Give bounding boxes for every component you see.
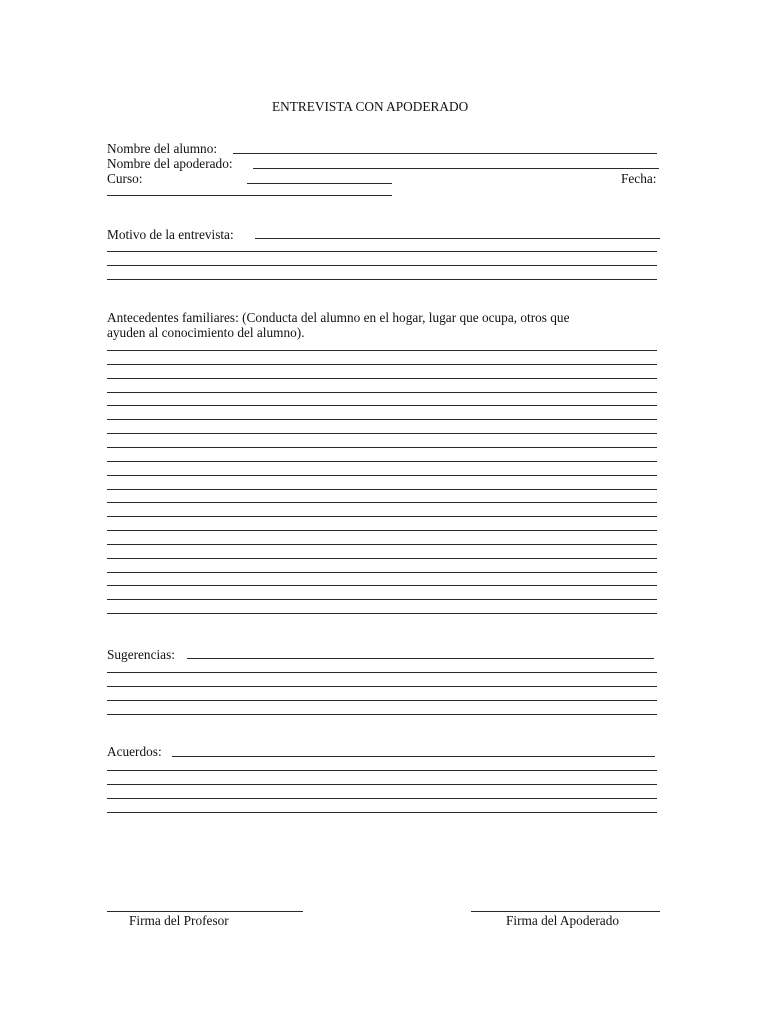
motivo-line	[107, 279, 657, 280]
student-name-label: Nombre del alumno:	[107, 141, 218, 156]
antecedentes-line	[107, 433, 657, 434]
antecedentes-line	[107, 585, 657, 586]
guardian-name-line	[253, 168, 659, 169]
guardian-name-label: Nombre del apoderado:	[107, 156, 233, 171]
antecedentes-line	[107, 599, 657, 600]
antecedentes-label-line1: Antecedentes familiares: (Conducta del alumno en el hogar, lugar que ocupa, otros que	[107, 310, 570, 325]
antecedentes-line	[107, 502, 657, 503]
antecedentes-line	[107, 461, 657, 462]
acuerdos-line	[172, 756, 655, 757]
motivo-line	[107, 251, 657, 252]
antecedentes-line	[107, 419, 657, 420]
motivo-label: Motivo de la entrevista:	[107, 227, 234, 242]
antecedentes-line	[107, 572, 657, 573]
date-line	[107, 195, 392, 196]
antecedentes-line	[107, 530, 657, 531]
teacher-signature-label: Firma del Profesor	[129, 913, 229, 928]
guardian-signature-line	[471, 911, 660, 912]
motivo-line	[107, 265, 657, 266]
acuerdos-line	[107, 784, 657, 785]
antecedentes-line	[107, 405, 657, 406]
antecedentes-line	[107, 544, 657, 545]
student-name-line	[233, 153, 657, 154]
antecedentes-line	[107, 350, 657, 351]
antecedentes-line	[107, 613, 657, 614]
sugerencias-label: Sugerencias:	[107, 647, 175, 662]
antecedentes-label-line2: ayuden al conocimiento del alumno).	[107, 325, 305, 340]
sugerencias-line	[107, 672, 657, 673]
acuerdos-line	[107, 798, 657, 799]
document-title: ENTREVISTA CON APODERADO	[272, 99, 469, 114]
antecedentes-line	[107, 378, 657, 379]
guardian-signature-label: Firma del Apoderado	[506, 913, 619, 928]
sugerencias-line	[107, 714, 657, 715]
motivo-line	[255, 238, 660, 239]
acuerdos-line	[107, 770, 657, 771]
antecedentes-line	[107, 558, 657, 559]
sugerencias-line	[107, 686, 657, 687]
antecedentes-line	[107, 392, 657, 393]
date-label: Fecha:	[621, 171, 657, 186]
acuerdos-line	[107, 812, 657, 813]
course-line	[247, 183, 392, 184]
antecedentes-line	[107, 489, 657, 490]
antecedentes-line	[107, 516, 657, 517]
sugerencias-line	[187, 658, 654, 659]
sugerencias-line	[107, 700, 657, 701]
antecedentes-line	[107, 475, 657, 476]
teacher-signature-line	[107, 911, 303, 912]
course-label: Curso:	[107, 171, 143, 186]
antecedentes-line	[107, 364, 657, 365]
antecedentes-line	[107, 447, 657, 448]
acuerdos-label: Acuerdos:	[107, 744, 162, 759]
